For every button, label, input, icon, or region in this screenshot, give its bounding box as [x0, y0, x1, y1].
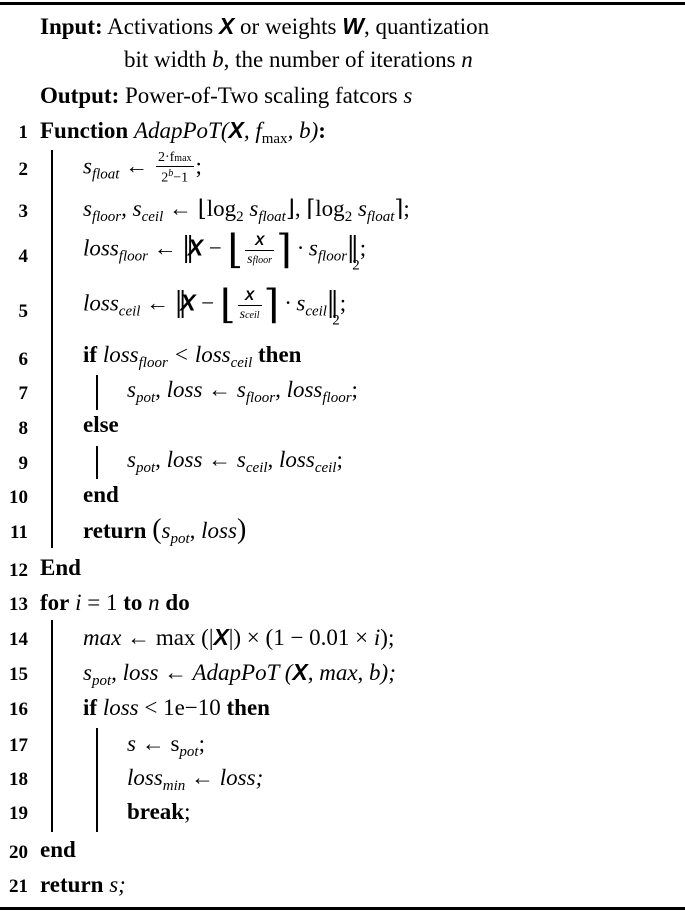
input-line-2: bit width b, the number of iterations n — [124, 47, 473, 72]
line-number: 10 — [9, 487, 28, 508]
else-block-line — [96, 446, 98, 479]
top-rule — [0, 2, 685, 5]
fraction: $\frac{X}{\text{sceil}}$ — [239, 287, 260, 322]
line-2: $s_{float}$ ← $\frac{2\cdot fmax}{2^b-1}$ ; — [83, 150, 202, 187]
line-number: 18 — [9, 769, 28, 790]
bottom-rule — [0, 907, 685, 910]
line-number: 9 — [18, 453, 28, 474]
line-number: 11 — [10, 522, 28, 543]
line-number: 7 — [18, 383, 28, 404]
line-number: 13 — [9, 594, 28, 615]
line-number: 21 — [9, 876, 28, 897]
input-line-1: Input: Activations X or weights W, quantization — [40, 13, 490, 39]
line-number: 14 — [9, 629, 28, 650]
line-10: end — [83, 482, 119, 507]
line-8: else — [83, 412, 119, 437]
line-16: if loss < 1e−10 then — [83, 695, 270, 720]
line-5: loss$_{ceil}$ ← ‖X − ⌊ $\frac{X}{\text{sceil}}$ ⌉ · $s_{ceil}‖_2$; — [83, 282, 347, 329]
line-number: 17 — [9, 735, 28, 756]
line-11: return ($s_{pot}$, loss) — [83, 514, 247, 547]
for-block-line — [51, 620, 53, 832]
line-number: 1 — [18, 122, 28, 143]
fraction: $\frac{2\cdot fmax}{2^b-1}$ — [157, 150, 192, 187]
line-number: 6 — [18, 349, 28, 370]
line-1: Function AdapPoT(X, $f_{max}$, b): — [40, 117, 326, 147]
line-3: $s_{floor}$, $s_{ceil}$ ← $⌊\log_2$ $s_{float}⌋$, $⌈\log_2$ $s_{float}⌉$; — [83, 196, 410, 225]
line-13: for i = 1 to n do — [40, 590, 190, 615]
line-7: $s_{pot}$, loss ← $s_{floor}$, loss$_{floor}$; — [127, 377, 358, 406]
line-21: return s; — [40, 872, 126, 897]
line-17: s ← $s_{pot}$; — [127, 731, 205, 760]
line-number: 8 — [18, 418, 28, 439]
line-number: 2 — [18, 159, 28, 180]
line-14: max ← max (|X|) × (1 − 0.01 × i); — [83, 624, 395, 650]
line-number: 5 — [18, 301, 28, 322]
output-line: Output: Power-of-Two scaling fatcors s — [40, 83, 413, 108]
line-number: 19 — [9, 803, 28, 824]
line-12: End — [40, 555, 81, 580]
line-number: 3 — [18, 201, 28, 222]
line-19: break; — [127, 799, 191, 824]
function-block-line — [51, 150, 53, 548]
line-number: 16 — [9, 699, 28, 720]
line-6: if loss$_{floor}$ < loss$_{ceil}$ then — [83, 342, 302, 371]
fraction: $\frac{X}{\text{sfloor}}$ — [247, 232, 273, 267]
line-15: $s_{pot}$, loss ← AdapPoT (X, max, b); — [83, 659, 396, 689]
inner-if-block-line — [96, 728, 98, 832]
line-4: loss$_{floor}$ ← ‖X − ⌊ $\frac{X}{\text{sfloor}}$ ⌉ · $s_{floor}‖_2$; — [83, 227, 367, 274]
line-20: end — [40, 837, 76, 862]
line-number: 20 — [9, 842, 28, 863]
line-9: $s_{pot}$, loss ← $s_{ceil}$, loss$_{ceil}$; — [127, 447, 343, 476]
line-number: 15 — [9, 664, 28, 685]
if-block-line — [96, 375, 98, 410]
line-18: loss$_{min}$ ← loss; — [127, 765, 264, 794]
line-number: 4 — [18, 246, 28, 267]
line-number: 12 — [9, 560, 28, 581]
